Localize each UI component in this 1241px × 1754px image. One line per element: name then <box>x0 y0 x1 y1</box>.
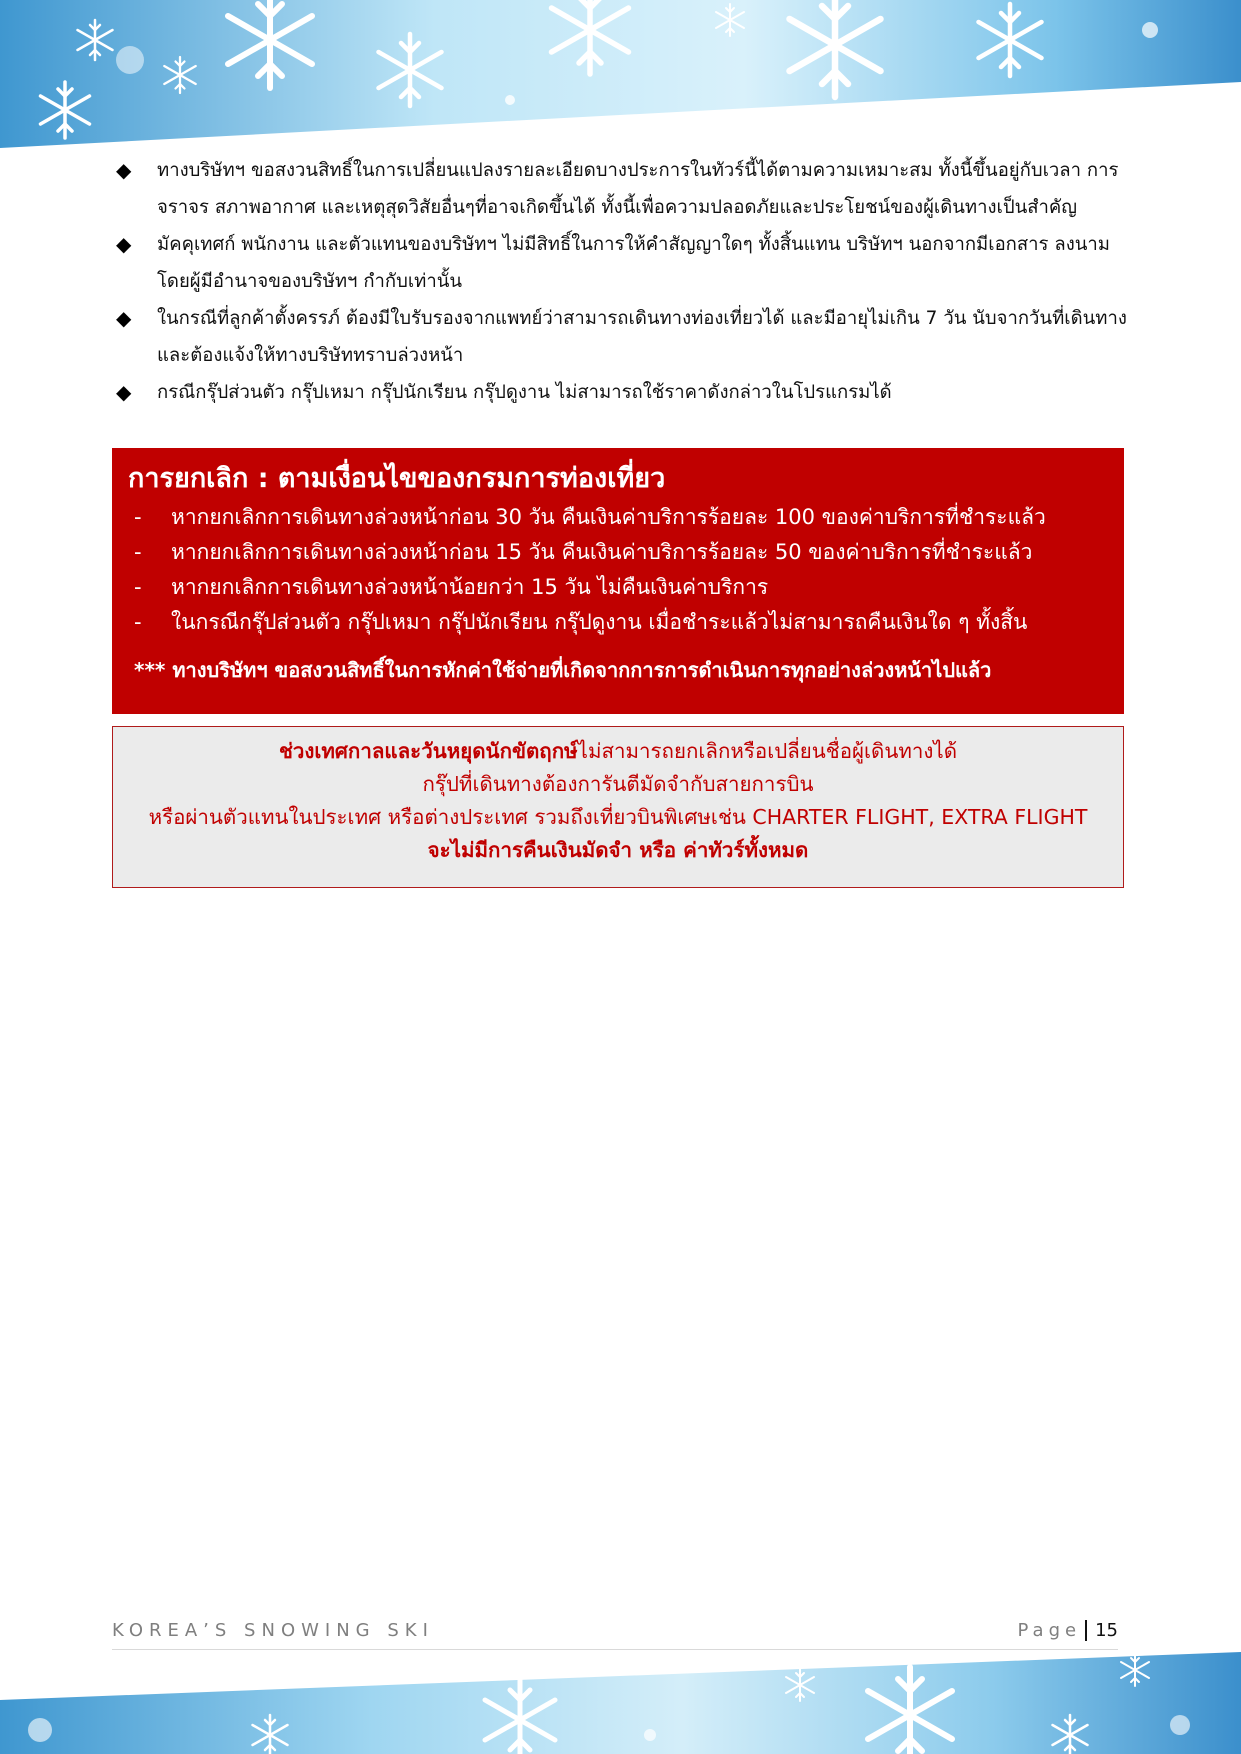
holiday-line-2: กรุ๊ปที่เดินทางต้องการันตีมัดจำกับสายการบิน <box>422 772 814 796</box>
note-item <box>112 226 1132 300</box>
dash-bullet: - <box>134 540 142 564</box>
holiday-policy-box <box>112 726 1124 888</box>
diamond-bullet-icon: ◆ <box>116 306 132 330</box>
page-label: Page <box>1017 1620 1082 1641</box>
cancellation-item <box>128 570 1108 605</box>
diamond-bullet-icon: ◆ <box>116 232 132 256</box>
note-item <box>112 300 1132 374</box>
note-text: ในกรณีที่ลูกค้าตั้งครรภ์ ต้องมีใบรับรองจากแพทย์ว่าสามารถเดินทางท่องเที่ยวได้ และมีอายุไม่เกิน 7 วัน นับจากวันที่เดินทาง และต้องแจ้งให้ทางบริษัททราบล่วงหน้า <box>157 308 1127 366</box>
holiday-bold-text: จะไม่มีการคืนเงินมัดจำ หรือ ค่าทัวร์ทั้งหมด <box>427 838 809 862</box>
cancellation-text: หากยกเลิกการเดินทางล่วงหน้าน้อยกว่า 15 วัน ไม่คืนเงินค่าบริการ <box>171 575 769 599</box>
dash-bullet: - <box>134 575 142 599</box>
terms-notes-list <box>112 152 1132 411</box>
note-item <box>112 152 1132 226</box>
cancellation-note: *** ทางบริษัทฯ ขอสงวนสิทธิ์ในการหักค่าใช้จ่ายที่เกิดจากการการดำเนินการทุกอย่างล่วงหน้าไปแล้ว <box>134 658 992 682</box>
cancellation-title: การยกเลิก : ตามเงื่อนไขของกรมการท่องเที่ยว <box>128 463 666 494</box>
diamond-bullet-icon: ◆ <box>116 380 132 404</box>
holiday-text: ไม่สามารถยกเลิกหรือเปลี่ยนชื่อผู้เดินทางได้ <box>577 739 958 763</box>
footer-title: KOREA’S SNOWING SKI <box>112 1620 434 1641</box>
holiday-line-4 <box>113 834 1123 867</box>
cancellation-text: หากยกเลิกการเดินทางล่วงหน้าก่อน 30 วัน คืนเงินค่าบริการร้อยละ 100 ของค่าบริการที่ชำระแล้ว <box>171 505 1046 529</box>
note-text: มัคคุเทศก์ พนักงาน และตัวแทนของบริษัทฯ ไม่มีสิทธิ์ในการให้คำสัญญาใดๆ ทั้งสิ้นแทน บริษัทฯ นอกจากมีเอกสาร ลงนามโดยผู้มีอำนาจของบริษัทฯ กำกับเท่านั้น <box>157 234 1110 292</box>
cancellation-text: หากยกเลิกการเดินทางล่วงหน้าก่อน 15 วัน คืนเงินค่าบริการร้อยละ 50 ของค่าบริการที่ชำระแล้ว <box>171 540 1033 564</box>
dash-bullet: - <box>134 610 142 634</box>
page-indicator <box>1018 1620 1118 1641</box>
note-text: กรณีกรุ๊ปส่วนตัว กรุ๊ปเหมา กรุ๊ปนักเรียน กรุ๊ปดูงาน ไม่สามารถใช้ราคาดังกล่าวในโปรแกรมได้ <box>157 382 892 403</box>
snowflake-banner-graphic <box>0 0 1241 150</box>
note-item <box>112 374 1132 411</box>
diamond-bullet-icon: ◆ <box>116 158 132 182</box>
cancellation-item <box>128 605 1108 640</box>
footer-snow-banner <box>0 1640 1241 1754</box>
dash-bullet: - <box>134 505 142 529</box>
page-number: 15 <box>1085 1620 1118 1641</box>
header-snow-banner <box>0 0 1241 150</box>
cancellation-item <box>128 535 1108 570</box>
snowflake-banner-graphic <box>0 1640 1241 1754</box>
cancellation-text: ในกรณีกรุ๊ปส่วนตัว กรุ๊ปเหมา กรุ๊ปนักเรียน กรุ๊ปดูงาน เมื่อชำระแล้วไม่สามารถคืนเงินใด ๆ ทั้งสิ้น <box>171 610 1028 634</box>
holiday-line-1 <box>113 735 1123 768</box>
cancellation-policy-box <box>112 448 1124 714</box>
holiday-bold-text: ช่วงเทศกาลและวันหยุดนักขัตฤกษ์ <box>278 739 578 763</box>
holiday-line-3: หรือผ่านตัวแทนในประเทศ หรือต่างประเทศ รวมถึงเที่ยวบินพิเศษเช่น CHARTER FLIGHT, EXTRA FLIGHT <box>148 805 1088 829</box>
note-text: ทางบริษัทฯ ขอสงวนสิทธิ์ในการเปลี่ยนแปลงรายละเอียดบางประการในทัวร์นี้ได้ตามความเหมาะสม ทั้งนี้ขึ้นอยู่กับเวลา การจราจร สภาพอากาศ และเหตุสุดวิสัยอื่นๆที่อาจเกิดขึ้นได้ ทั้งนี้เพื่อความปลอดภัยและประโยชน์ของผู้เดินทางเป็นสำคัญ <box>157 160 1119 218</box>
cancellation-item <box>128 500 1108 535</box>
